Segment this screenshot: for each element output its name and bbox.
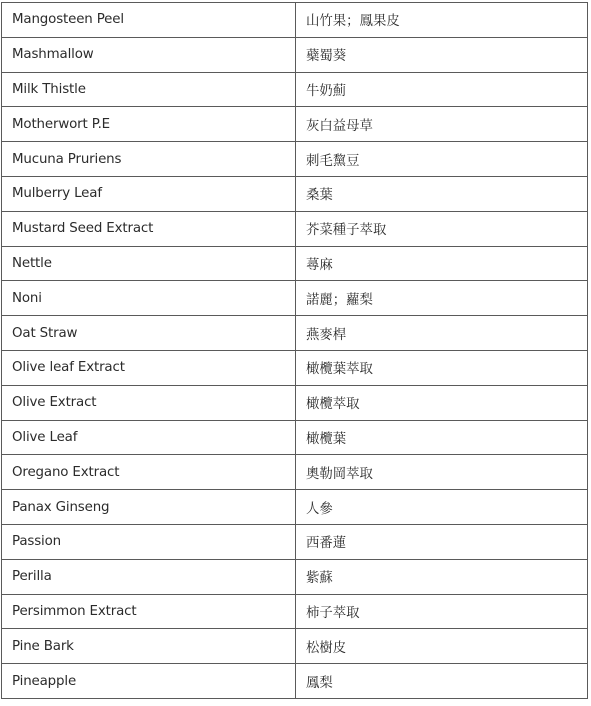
table-row	[2, 455, 588, 490]
table-row	[2, 316, 588, 351]
english-name-cell: Mucuna Pruriens	[2, 142, 296, 177]
table-row	[2, 37, 588, 72]
chinese-name-cell: 松樹皮	[296, 629, 588, 664]
english-name-cell: Olive leaf Extract	[2, 350, 296, 385]
english-name-cell: Passion	[2, 524, 296, 559]
english-name-cell: Milk Thistle	[2, 72, 296, 107]
chinese-name-cell: 紫蘇	[296, 559, 588, 594]
table-row	[2, 246, 588, 281]
english-name-cell: Panax Ginseng	[2, 490, 296, 525]
chinese-name-cell: 橄欖萃取	[296, 385, 588, 420]
chinese-name-cell: 桑葉	[296, 176, 588, 211]
chinese-name-cell: 諾麗；蘿梨	[296, 281, 588, 316]
chinese-name-cell: 西番蓮	[296, 524, 588, 559]
table-row	[2, 107, 588, 142]
english-name-cell: Oregano Extract	[2, 455, 296, 490]
english-name-cell: Pineapple	[2, 664, 296, 699]
english-name-cell: Motherwort P.E	[2, 107, 296, 142]
table-row	[2, 281, 588, 316]
chinese-name-cell: 蘗蜀葵	[296, 37, 588, 72]
chinese-name-cell: 牛奶薊	[296, 72, 588, 107]
table-row	[2, 211, 588, 246]
table-row	[2, 72, 588, 107]
english-name-cell: Noni	[2, 281, 296, 316]
table-row	[2, 629, 588, 664]
english-name-cell: Mangosteen Peel	[2, 3, 296, 38]
english-name-cell: Perilla	[2, 559, 296, 594]
chinese-name-cell: 鳳梨	[296, 664, 588, 699]
table-row	[2, 594, 588, 629]
table-row	[2, 420, 588, 455]
chinese-name-cell: 山竹果；鳳果皮	[296, 3, 588, 38]
chinese-name-cell: 柿子萃取	[296, 594, 588, 629]
table-row	[2, 142, 588, 177]
chinese-name-cell: 奧勒岡萃取	[296, 455, 588, 490]
chinese-name-cell: 人參	[296, 490, 588, 525]
table-row	[2, 385, 588, 420]
chinese-name-cell: 橄欖葉萃取	[296, 350, 588, 385]
ingredient-table	[1, 2, 588, 699]
table-row	[2, 664, 588, 699]
chinese-name-cell: 芥菜種子萃取	[296, 211, 588, 246]
chinese-name-cell: 燕麥桿	[296, 316, 588, 351]
chinese-name-cell: 灰白益母草	[296, 107, 588, 142]
english-name-cell: Mulberry Leaf	[2, 176, 296, 211]
chinese-name-cell: 蕁麻	[296, 246, 588, 281]
ingredient-table-container	[1, 2, 588, 699]
table-row	[2, 490, 588, 525]
english-name-cell: Oat Straw	[2, 316, 296, 351]
chinese-name-cell: 刺毛黧豆	[296, 142, 588, 177]
table-row	[2, 559, 588, 594]
table-row	[2, 176, 588, 211]
english-name-cell: Pine Bark	[2, 629, 296, 664]
ingredient-table-body	[2, 3, 588, 699]
english-name-cell: Nettle	[2, 246, 296, 281]
english-name-cell: Mustard Seed Extract	[2, 211, 296, 246]
table-row	[2, 524, 588, 559]
english-name-cell: Persimmon Extract	[2, 594, 296, 629]
table-row	[2, 3, 588, 38]
english-name-cell: Mashmallow	[2, 37, 296, 72]
table-row	[2, 350, 588, 385]
english-name-cell: Olive Extract	[2, 385, 296, 420]
chinese-name-cell: 橄欖葉	[296, 420, 588, 455]
english-name-cell: Olive Leaf	[2, 420, 296, 455]
